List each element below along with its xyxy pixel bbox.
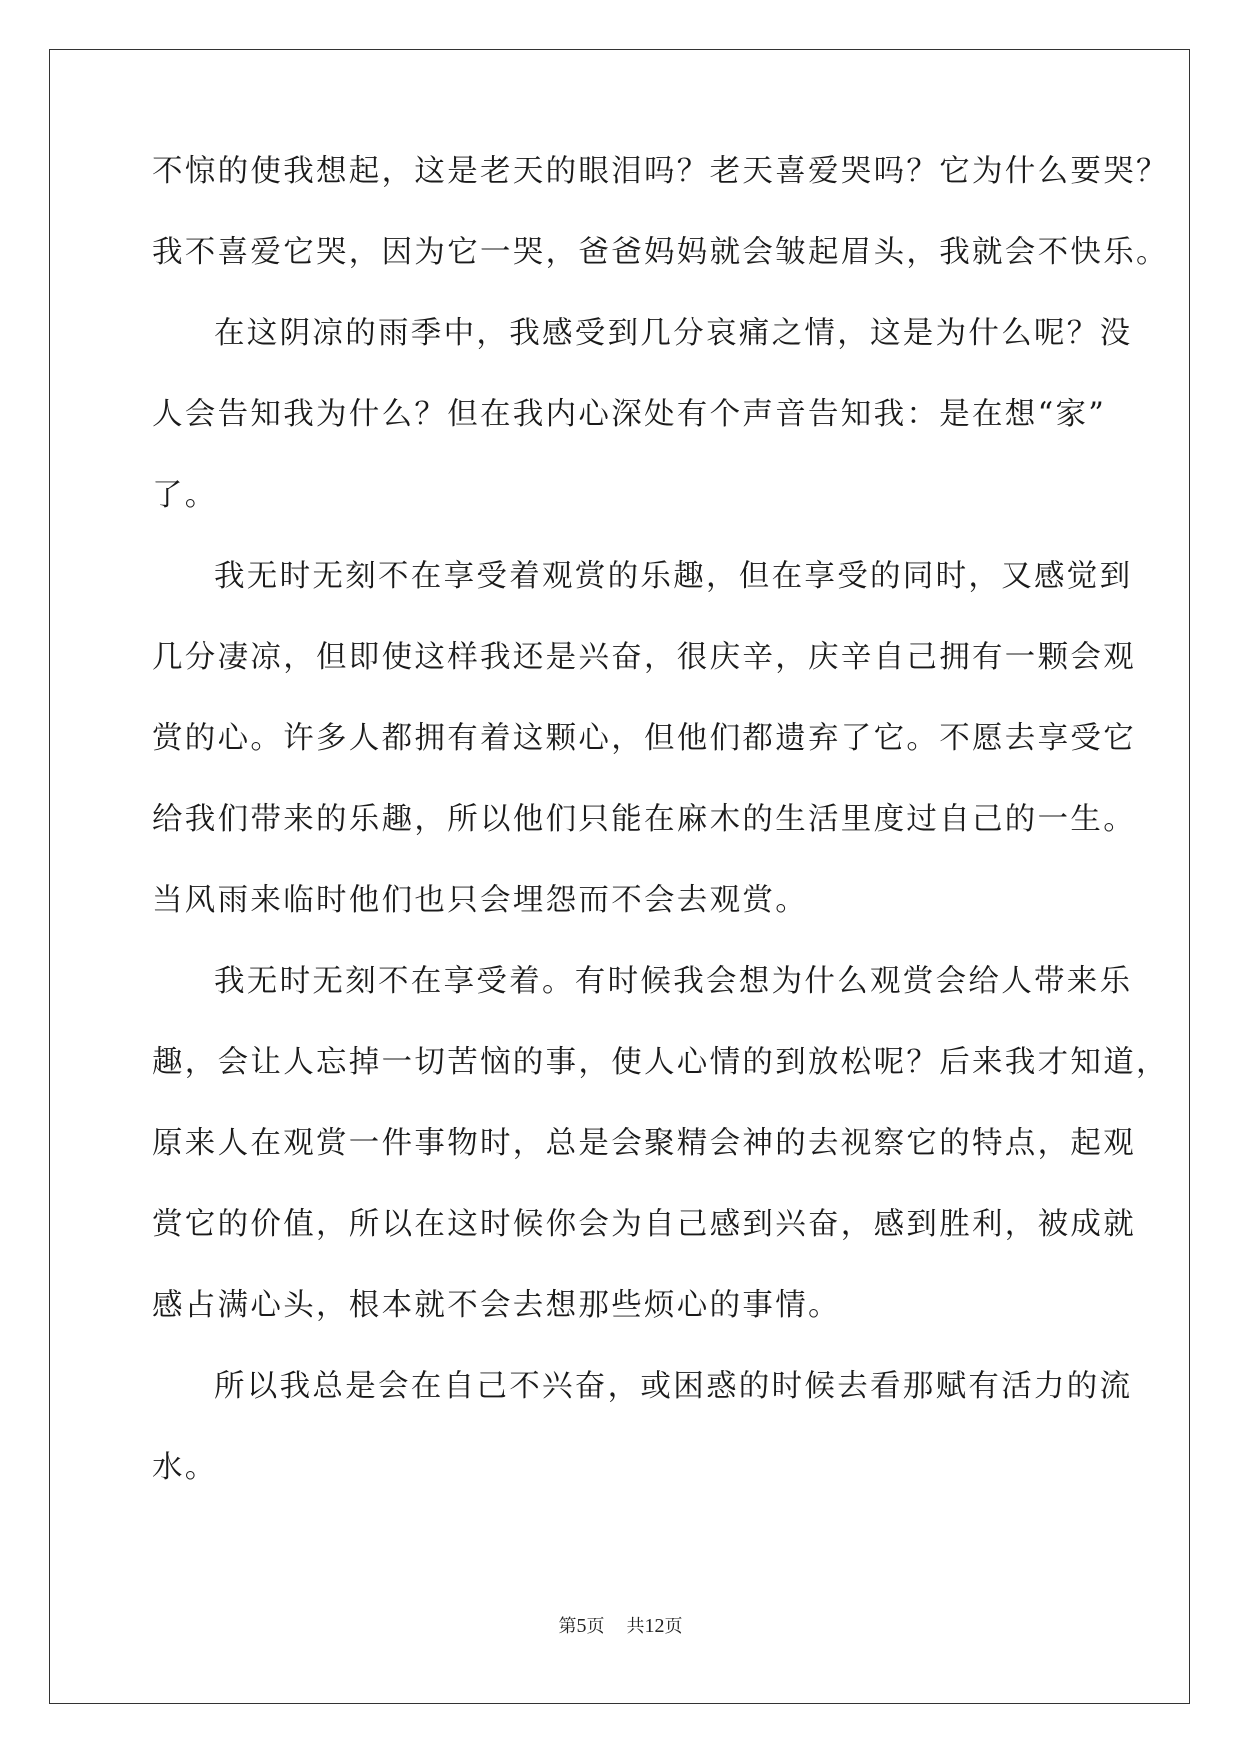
- total-pages: 12: [644, 1615, 665, 1637]
- text-line: 人会告知我为什么？但在我内心深处有个声音告知我：是在想“家”: [152, 397, 1107, 432]
- page-border: [49, 49, 1190, 1704]
- text-line: 当风雨来临时他们也只会埋怨而不会去观赏。: [152, 883, 808, 918]
- text-line: 水。: [152, 1450, 218, 1485]
- total-prefix: 共: [626, 1616, 645, 1637]
- text-line: 所以我总是会在自己不兴奋，或困惑的时候去看那赋有活力的流: [214, 1369, 1133, 1404]
- text-line: 在这阴凉的雨季中，我感受到几分哀痛之情，这是为什么呢？没: [214, 316, 1133, 351]
- text-line: 给我们带来的乐趣，所以他们只能在麻木的生活里度过自己的一生。: [152, 802, 1136, 837]
- page-number: 5: [576, 1615, 587, 1637]
- text-line: 我无时无刻不在享受着。有时候我会想为什么观赏会给人带来乐: [214, 964, 1133, 999]
- text-line: 不惊的使我想起，这是老天的眼泪吗？老天喜爱哭吗？它为什么要哭？: [152, 154, 1169, 189]
- text-line: 原来人在观赏一件事物时，总是会聚精会神的去视察它的特点，起观: [152, 1126, 1136, 1161]
- text-line: 几分凄凉，但即使这样我还是兴奋，很庆辛，庆辛自己拥有一颗会观: [152, 640, 1136, 675]
- text-line: 我无时无刻不在享受着观赏的乐趣，但在享受的同时，又感觉到: [214, 559, 1133, 594]
- page-footer: [0, 1614, 1241, 1639]
- page-prefix: 第: [558, 1616, 577, 1637]
- text-line: 了。: [152, 478, 218, 513]
- text-line: 赏它的价值，所以在这时候你会为自己感到兴奋，感到胜利，被成就: [152, 1207, 1136, 1242]
- text-line: 赏的心。许多人都拥有着这颗心，但他们都遗弃了它。不愿去享受它: [152, 721, 1136, 756]
- text-line: 我不喜爱它哭，因为它一哭，爸爸妈妈就会皱起眉头，我就会不快乐。: [152, 235, 1169, 270]
- text-line: 趣，会让人忘掉一切苦恼的事，使人心情的到放松呢？后来我才知道，: [152, 1045, 1169, 1080]
- total-suffix: 页: [664, 1616, 683, 1637]
- page-suffix: 页: [586, 1616, 605, 1637]
- text-line: 感占满心头，根本就不会去想那些烦心的事情。: [152, 1288, 841, 1323]
